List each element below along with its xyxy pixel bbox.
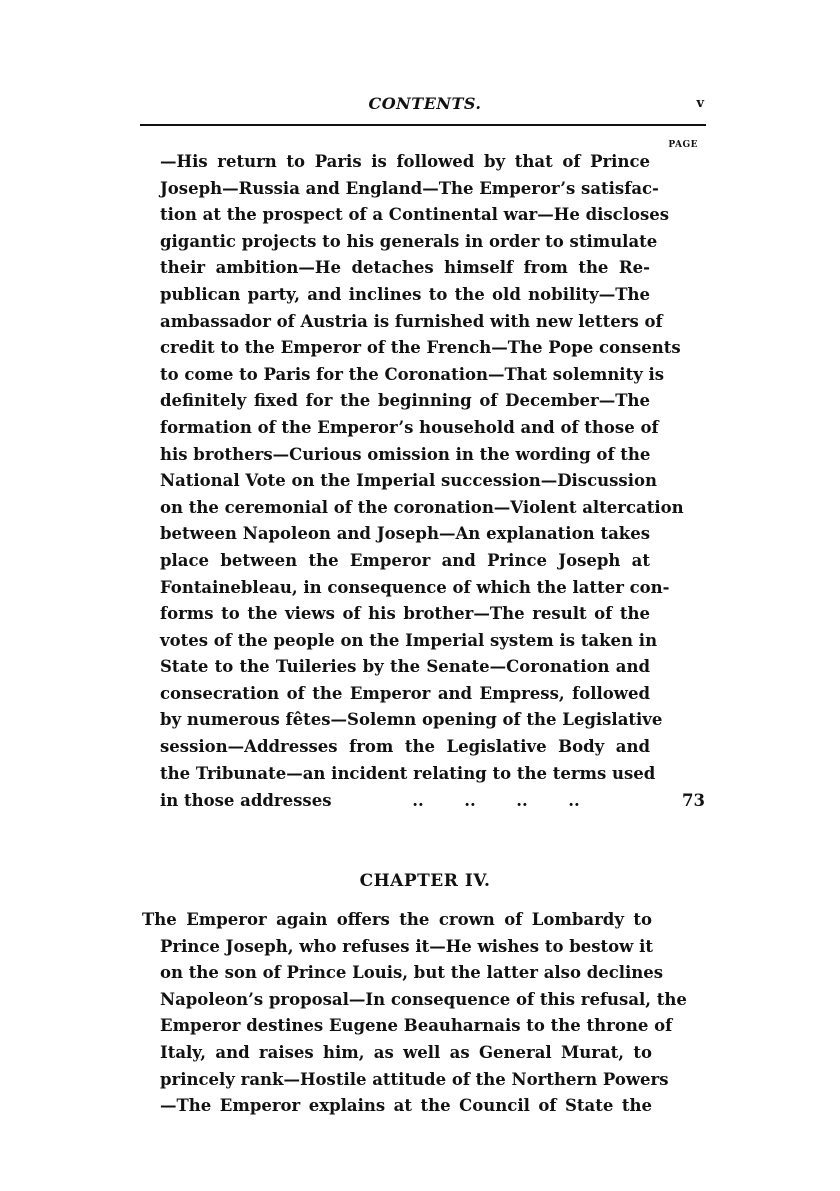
summary-line: —The Emperor explains at the Council of State the bbox=[160, 1096, 652, 1116]
summary-line: —His return to Paris is followed by that of Prince bbox=[160, 152, 650, 171]
toc-entry-end bbox=[160, 788, 705, 815]
chapter-iv-summary bbox=[142, 907, 687, 1120]
summary-line: gigantic projects to his generals in order to stimulate bbox=[160, 231, 658, 251]
page-column-label: PAGE bbox=[668, 140, 698, 150]
summary-line: formation of the Emperor’s household and of those of bbox=[160, 417, 659, 437]
chapter-heading: CHAPTER IV. bbox=[359, 871, 491, 891]
summary-line: on the ceremonial of the coronation—Violent altercation bbox=[160, 497, 684, 517]
running-title: CONTENTS. bbox=[368, 94, 482, 113]
toc-page-reference: 73 bbox=[682, 791, 705, 810]
summary-line: Fontainebleau, in consequence of which the latter con- bbox=[160, 577, 670, 597]
chapter-iii-summary bbox=[160, 149, 684, 787]
summary-line: credit to the Emperor of the French—The Pope consents bbox=[160, 338, 681, 358]
summary-line: tion at the prospect of a Continental war—He discloses bbox=[160, 205, 670, 225]
summary-line: between Napoleon and Joseph—An explanation takes bbox=[160, 524, 650, 544]
summary-line: place between the Emperor and Prince Joseph at bbox=[160, 550, 650, 570]
header-rule bbox=[140, 124, 706, 126]
summary-line: votes of the people on the Imperial system is taken in bbox=[160, 630, 658, 650]
summary-line: State to the Tuileries by the Senate—Coronation and bbox=[160, 657, 650, 677]
summary-line: Prince Joseph, who refuses it—He wishes to bestow it bbox=[160, 936, 654, 956]
summary-line: National Vote on the Imperial succession—Discussion bbox=[160, 471, 657, 491]
running-head bbox=[140, 90, 710, 120]
summary-line: their ambition—He detaches himself from the Re- bbox=[160, 258, 650, 278]
page-number: v bbox=[696, 96, 704, 111]
summary-line: forms to the views of his brother—The result of the bbox=[160, 604, 650, 624]
dot-leader bbox=[392, 788, 652, 815]
summary-line: consecration of the Emperor and Empress, followed bbox=[160, 683, 650, 703]
summary-line: to come to Paris for the Coronation—That solemnity is bbox=[160, 364, 665, 384]
summary-line: The Emperor again offers the crown of Lombardy to bbox=[142, 910, 652, 929]
summary-line: princely rank—Hostile attitude of the Northern Powers bbox=[160, 1069, 669, 1089]
summary-line: ambassador of Austria is furnished with new letters of bbox=[160, 311, 663, 331]
summary-line: the Tribunate—an incident relating to the terms used bbox=[160, 763, 656, 783]
summary-line: by numerous fêtes—Solemn opening of the Legislative bbox=[160, 710, 663, 730]
summary-line: Emperor destines Eugene Beauharnais to the throne of bbox=[160, 1016, 673, 1036]
summary-line: his brothers—Curious omission in the wording of the bbox=[160, 444, 651, 464]
summary-line: publican party, and inclines to the old nobility—The bbox=[160, 284, 650, 304]
summary-line: on the son of Prince Louis, but the latter also declines bbox=[160, 963, 664, 983]
summary-line: definitely fixed for the beginning of December—The bbox=[160, 391, 650, 411]
leader-dots: .. bbox=[516, 791, 528, 810]
summary-line: Joseph—Russia and England—The Emperor’s satisfac- bbox=[160, 178, 659, 198]
leader-dots: .. bbox=[568, 791, 580, 810]
leader-dots: .. bbox=[464, 791, 476, 810]
summary-line: Napoleon’s proposal—In consequence of this refusal, the bbox=[160, 989, 687, 1009]
summary-last-line: in those addresses bbox=[160, 791, 332, 810]
leader-dots: .. bbox=[412, 791, 424, 810]
summary-line: Italy, and raises him, as well as General Murat, to bbox=[160, 1042, 652, 1062]
summary-line: session—Addresses from the Legislative Body and bbox=[160, 737, 650, 757]
